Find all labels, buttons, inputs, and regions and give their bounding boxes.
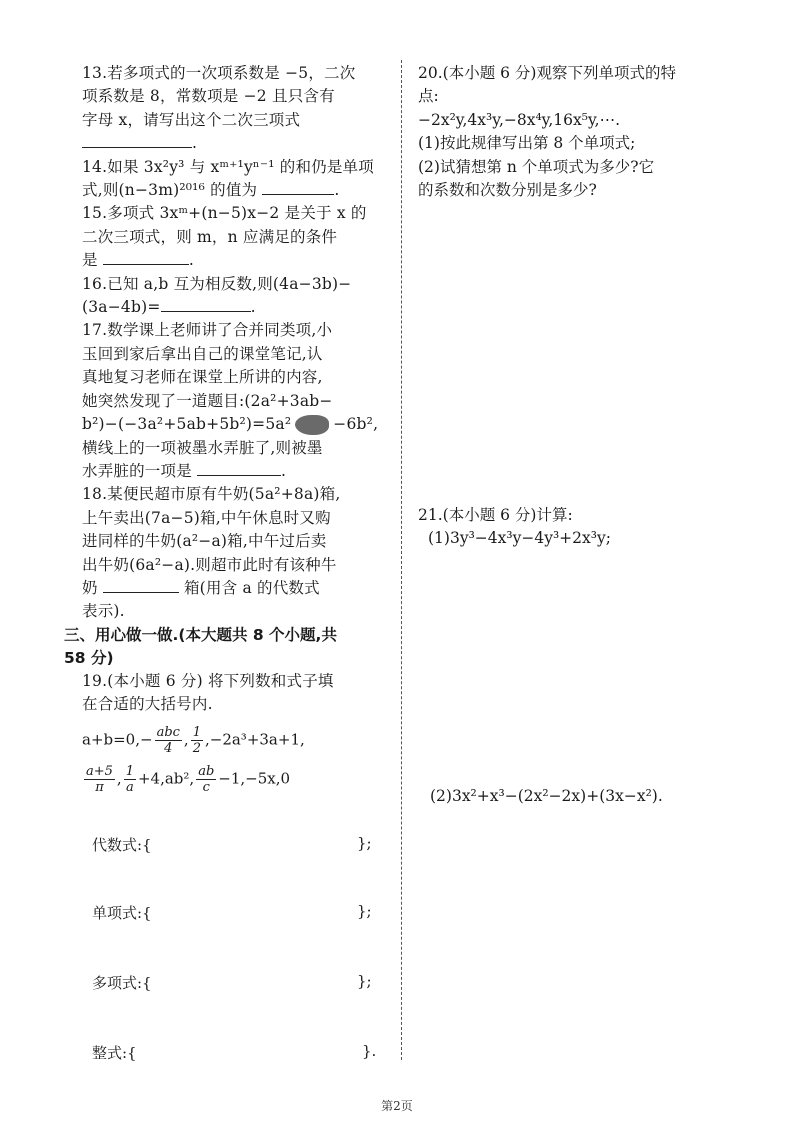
q19-items-row-1: a+b=0,− $\frac{\text{abc}}{4}$ , $\frac{1}{2}$ ,−2a³+3a+1, (82, 724, 305, 756)
q16-line-2: (3a−4b)= . (82, 298, 256, 317)
answer-blank[interactable] (103, 578, 179, 593)
page-number: 第2页 (381, 1099, 413, 1113)
fraction: $\frac{1}{a}$ (125, 763, 134, 795)
q13-line-3: 字母 x，请写出这个二次三项式 (82, 110, 301, 129)
q17-line-1: 17.数学课上老师讲了合并同类项,小 (82, 321, 333, 340)
q18-line-6: 表示). (82, 602, 125, 621)
answer-blank[interactable] (161, 297, 251, 312)
q18-line-2: 上午卖出(7a−5)箱,中午休息时又购 (82, 508, 331, 527)
q18-line-1: 18.某便民超市原有牛奶(5a²+8a)箱, (82, 485, 341, 504)
question-16 (82, 273, 392, 320)
q18-line-3: 进同样的牛奶(a²−a)箱,中午过后卖 (82, 532, 327, 551)
q17-line-6: 横线上的一项被墨水弄脏了,则被墨 (82, 438, 323, 457)
q16-line-1: 16.已知 a,b 互为相反数,则(4a−3b)− (82, 274, 352, 293)
q13-line-2: 项系数是 8，常数项是 −2 且只含有 (82, 87, 335, 106)
column-divider (401, 60, 402, 1060)
fraction: $\frac{a+5}{\pi}$ (86, 763, 113, 795)
answer-blank[interactable] (262, 180, 334, 195)
q13-line-1: 13.若多项式的一次项系数是 −5，二次 (82, 64, 356, 82)
question-15 (82, 202, 392, 272)
q14-line-1: 14.如果 3x²y³ 与 xᵐ⁺¹yⁿ⁻¹ 的和仍是单项 (82, 157, 374, 176)
question-21: 21.(本小题 6 分)计算: (1)3y³−4x³y−4y³+2x³y; (418, 506, 611, 548)
ink-blot (295, 415, 329, 435)
q17-line-5: b²)−(−3a²+5ab+5b²)=5a² −6b², (82, 415, 379, 434)
fraction: $\frac{1}{2}$ (192, 724, 201, 756)
fraction: $\frac{\text{abc}}{4}$ (156, 724, 180, 756)
fraction: $\frac{ab}{c}$ (198, 763, 215, 795)
q19-items-row-2: $\frac{a+5}{\pi}$ , $\frac{1}{a}$ +4,ab², $\frac{ab}{c}$ −1,−5x,0 (86, 763, 291, 795)
q19-line-1: 19.(本小题 6 分) 将下列数和式子填 (82, 671, 334, 690)
class-polynomial: 多项式:{ }; (92, 972, 372, 992)
question-17 (82, 319, 392, 483)
question-18 (82, 483, 392, 623)
q17-line-4: 她突然发现了一道题目:(2a²+3ab− (82, 391, 333, 410)
question-21-part-2: (2)3x²+x³−(2x²−2x)+(3x−x²). (430, 787, 663, 805)
question-20: 20.(本小题 6 分)观察下列单项式的特 点: −2x²y,4x³y,−8x⁴y,16x⁵y,⋯. (1)按此规律写出第 8 个单项式; (2)试猜想第 n 个单项式为多少?它 的系数和次数分别是多少? (418, 64, 676, 200)
q17-line-3: 真地复习老师在课堂上所讲的内容, (82, 368, 323, 387)
answer-blank[interactable] (103, 250, 189, 265)
question-13 (82, 62, 392, 156)
section-3-heading: 三、用心做一做.(本大题共 8 个小题,共 58 分) (64, 625, 337, 667)
class-integral: 整式:{ }. (92, 1042, 377, 1062)
class-monomial: 单项式:{ }; (92, 902, 372, 922)
q17-line-2: 玉回到家后拿出自己的课堂笔记,认 (82, 344, 323, 363)
right-column (418, 62, 763, 202)
question-14 (82, 156, 392, 203)
answer-blank[interactable] (82, 133, 192, 148)
question-19 (82, 670, 392, 795)
q14-line-2: 式,则(n−3m)²⁰¹⁶ 的值为 . (82, 181, 340, 200)
q13-line-4: . (82, 132, 392, 155)
answer-blank[interactable] (197, 461, 281, 476)
q15-line-3: 是 . (82, 251, 194, 270)
left-column (64, 62, 392, 795)
q18-line-5: 奶 箱(用含 a 的代数式 (82, 578, 320, 597)
q15-line-2: 二次三项式，则 m，n 应满足的条件 (82, 227, 338, 246)
q19-line-2: 在合适的大括号内. (82, 695, 213, 714)
class-algebraic: 代数式:{ }; (92, 834, 372, 854)
q18-line-4: 出牛奶(6a²−a).则超市此时有该种牛 (82, 555, 337, 574)
q15-line-1: 15.多项式 3xᵐ+(n−5)x−2 是关于 x 的 (82, 204, 367, 223)
q17-line-7: 水弄脏的一项是 . (82, 461, 287, 480)
